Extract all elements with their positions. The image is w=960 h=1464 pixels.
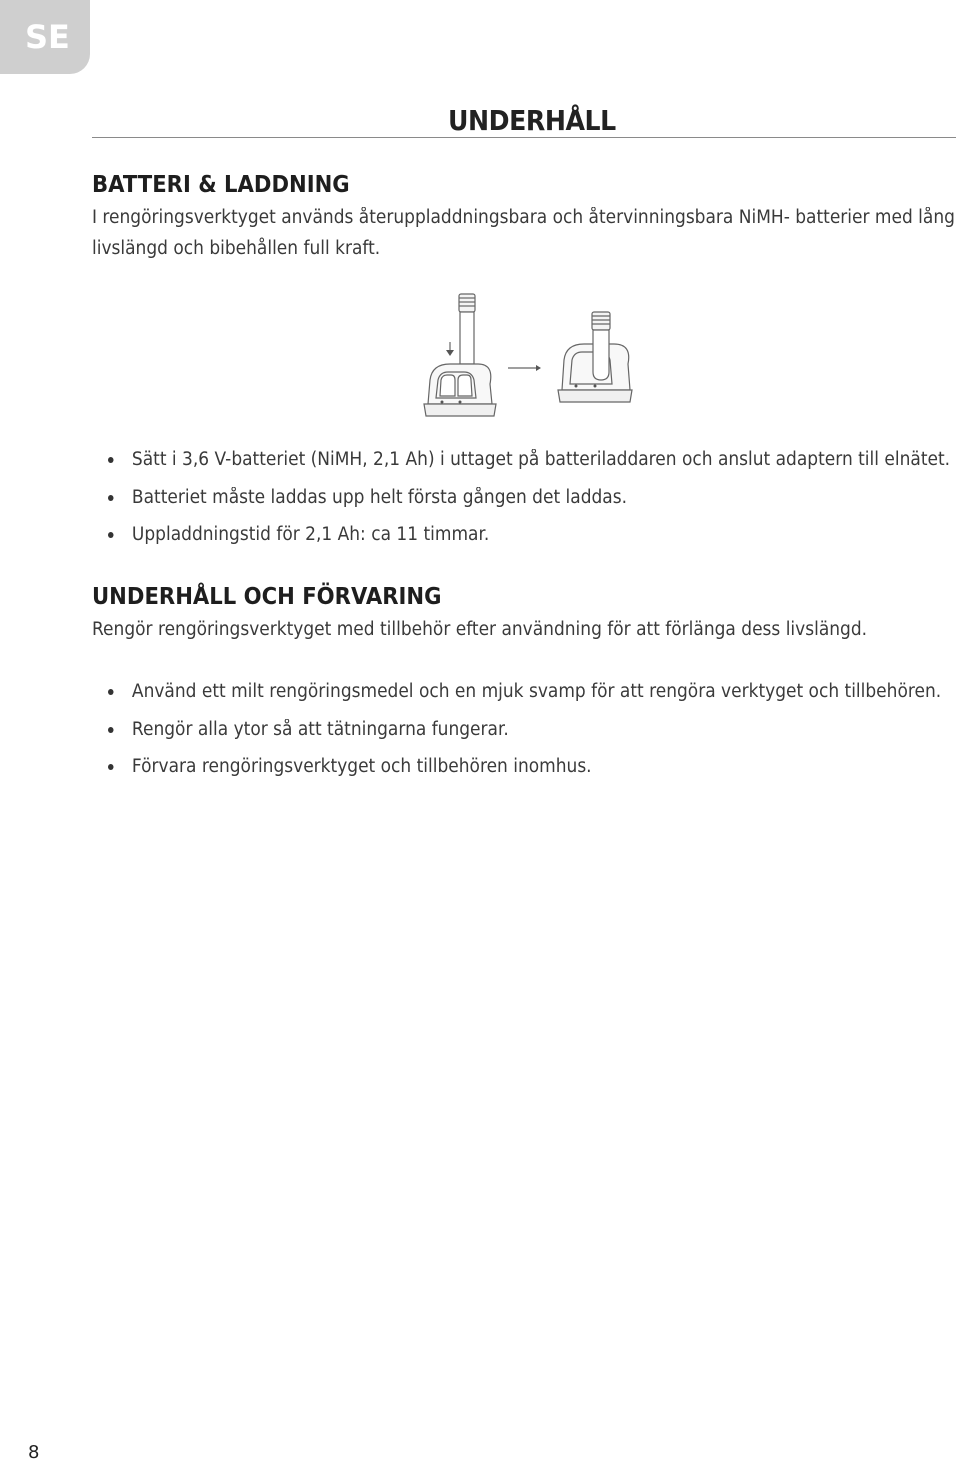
arrow-right-icon [508,365,541,371]
list-item-text: Uppladdningstid för 2,1 Ah: ca 11 timmar. [131,524,490,545]
maintenance-instructions-list [108,673,960,786]
battery-insert-step [424,294,496,416]
battery-heading: BATTERI & LADDNING [92,172,350,198]
battery-charger-illustration [420,288,640,423]
list-item-text: Batteriet måste laddas upp helt första gången det laddas. [131,486,628,508]
bullet-icon [108,689,114,695]
bullet-icon [108,532,114,538]
language-tab [0,0,90,74]
maintenance-section [92,584,960,645]
maintenance-heading: UNDERHÅLL OCH FÖRVARING [92,584,442,610]
list-item [108,516,950,554]
list-item [108,748,941,786]
battery-instructions-list [108,441,960,554]
language-code: SE [25,18,70,56]
list-item-text: Sätt i 3,6 V-batteriet (NiMH, 2,1 Ah) i uttaget på batteriladdaren och anslut adaptern till elnätet. [131,449,951,470]
bullet-icon [108,727,114,733]
list-item [108,479,950,517]
list-item [108,441,950,479]
battery-section [92,172,960,264]
list-item-text: Använd ett milt rengöringsmedel och en mjuk svamp för att rengöra verktyget och tillbehören. [131,681,942,702]
list-item [108,673,941,711]
battery-intro: I rengöringsverktyget används återuppladdningsbara och återvinningsbara NiMH- batterier med lång livslängd och bibehållen full kraft. [92,207,955,259]
page-title: UNDERHÅLL [448,104,616,137]
maintenance-intro: Rengör rengöringsverktyget med tillbehör efter användning för att förlänga dess livslängd. [92,619,868,640]
page-number: 8 [28,1442,40,1463]
bullet-icon [108,764,114,770]
bullet-icon [108,457,114,463]
bullet-icon [108,495,114,501]
list-item-text: Förvara rengöringsverktyget och tillbehören inomhus. [131,756,592,777]
battery-charging-step [558,312,632,402]
list-item [108,711,941,749]
list-item-text: Rengör alla ytor så att tätningarna fungerar. [131,718,509,740]
title-divider [92,137,956,138]
